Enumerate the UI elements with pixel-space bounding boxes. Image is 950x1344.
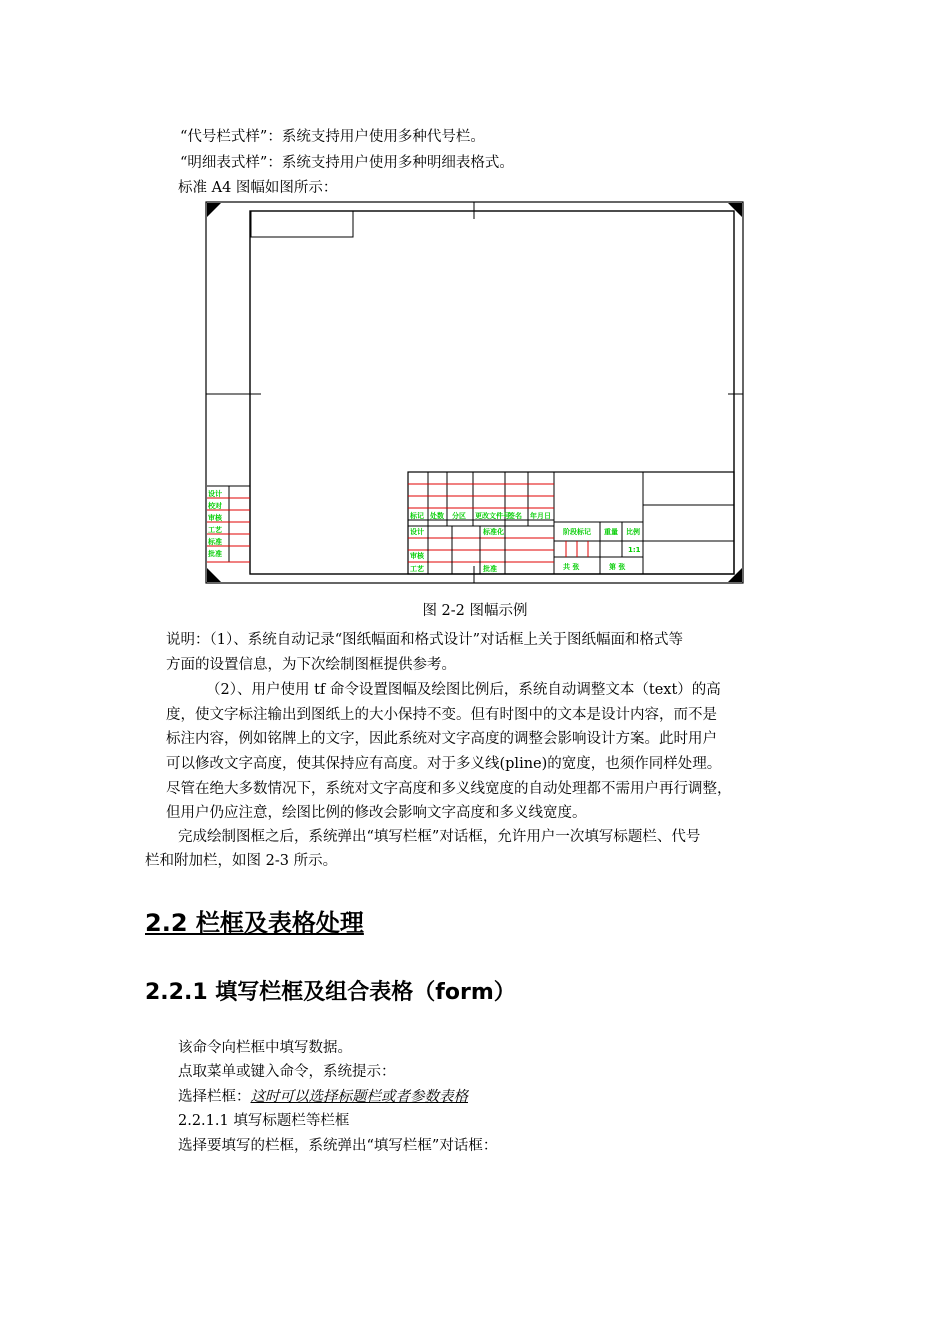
title-label: 批准 xyxy=(483,565,497,573)
note-line: 说明：（1）、系统自动记录“图纸幅面和格式设计”对话框上关于图纸幅面和格式等 xyxy=(166,632,684,648)
a4-frame-figure xyxy=(205,200,745,586)
note-line: 但用户仍应注意，绘图比例的修改会影响文字高度和多义线宽度。 xyxy=(166,805,587,821)
corner-mark-tr xyxy=(728,203,742,217)
corner-mark-bl xyxy=(207,568,221,582)
figure-caption: 图 2-2 图幅示例 xyxy=(422,603,528,619)
corner-mark-br xyxy=(728,568,742,582)
side-label: 工艺 xyxy=(208,526,222,534)
title-label: 共 张 xyxy=(563,563,580,571)
note-line: 可以修改文字高度，使其保持应有高度。对于多义线(pline)的宽度，也须作同样处理。 xyxy=(166,756,722,772)
title-label: 年月日 xyxy=(530,512,551,520)
body-line: 点取菜单或键入命令，系统提示： xyxy=(178,1064,396,1080)
title-block xyxy=(408,472,734,574)
title-label: 签名 xyxy=(508,512,522,520)
note-line: 方面的设置信息，为下次绘制图框提供参考。 xyxy=(166,657,456,673)
side-label: 标准 xyxy=(208,538,222,546)
after-notes-line: 完成绘制图框之后，系统弹出“填写栏框”对话框，允许用户一次填写标题栏、代号 xyxy=(178,829,701,845)
select-prefix: 选择栏框： xyxy=(178,1089,251,1105)
title-label: 设计 xyxy=(410,528,424,536)
note-line: 度，使文字标注输出到图纸上的大小保持不变。但有时图中的文本是设计内容，而不是 xyxy=(166,707,717,723)
section-heading-2-2: 2.2 栏框及表格处理 xyxy=(145,909,364,937)
body-line: 选择要填写的栏框，系统弹出“填写栏框”对话框： xyxy=(178,1138,498,1154)
title-label: 处数 xyxy=(430,512,444,520)
note-line: 尽管在绝大多数情况下，系统对文字高度和多义线宽度的自动处理都不需用户再行调整， xyxy=(166,781,732,797)
title-label: 更改文件号 xyxy=(475,512,510,520)
title-label: 比例 xyxy=(626,528,640,536)
after-notes-line: 栏和附加栏，如图 2-3 所示。 xyxy=(145,853,338,869)
title-label: 第 张 xyxy=(609,563,626,571)
note-line: 标注内容，例如铭牌上的文字，因此系统对文字高度的调整会影响设计方案。此时用户 xyxy=(166,731,717,747)
para-detail-style: “明细表式样”：系统支持用户使用多种明细表格式。 xyxy=(180,155,514,171)
para-a4-intro: 标准 A4 图幅如图所示： xyxy=(178,180,338,196)
body-line: 该命令向栏框中填写数据。 xyxy=(178,1040,352,1056)
title-label: 阶段标记 xyxy=(563,528,591,536)
select-hint: 这时可以选择标题栏或者参数表格 xyxy=(250,1089,468,1105)
side-label: 校对 xyxy=(208,502,222,510)
side-label: 批准 xyxy=(208,550,222,558)
title-label: 分区 xyxy=(452,512,466,520)
note-line: （2）、用户使用 tf 命令设置图幅及绘图比例后，系统自动调整文本（text）的高 xyxy=(206,682,721,698)
title-label: 重量 xyxy=(604,528,618,536)
subsection-heading: 2.2.1.1 填写标题栏等栏框 xyxy=(178,1113,350,1129)
title-label: 标记 xyxy=(410,512,424,520)
corner-mark-tl xyxy=(207,203,221,217)
section-heading-2-2-1: 2.2.1 填写栏框及组合表格（form） xyxy=(145,980,516,1005)
para-code-style: “代号栏式样”：系统支持用户使用多种代号栏。 xyxy=(180,129,485,145)
side-label: 审核 xyxy=(208,514,222,522)
side-label: 设计 xyxy=(208,490,222,498)
title-label: 1:1 xyxy=(628,546,641,554)
side-table xyxy=(207,486,250,562)
title-label: 审核 xyxy=(410,552,424,560)
body-line-select xyxy=(178,1087,468,1107)
title-label: 标准化 xyxy=(483,528,504,536)
title-label: 工艺 xyxy=(410,565,424,573)
